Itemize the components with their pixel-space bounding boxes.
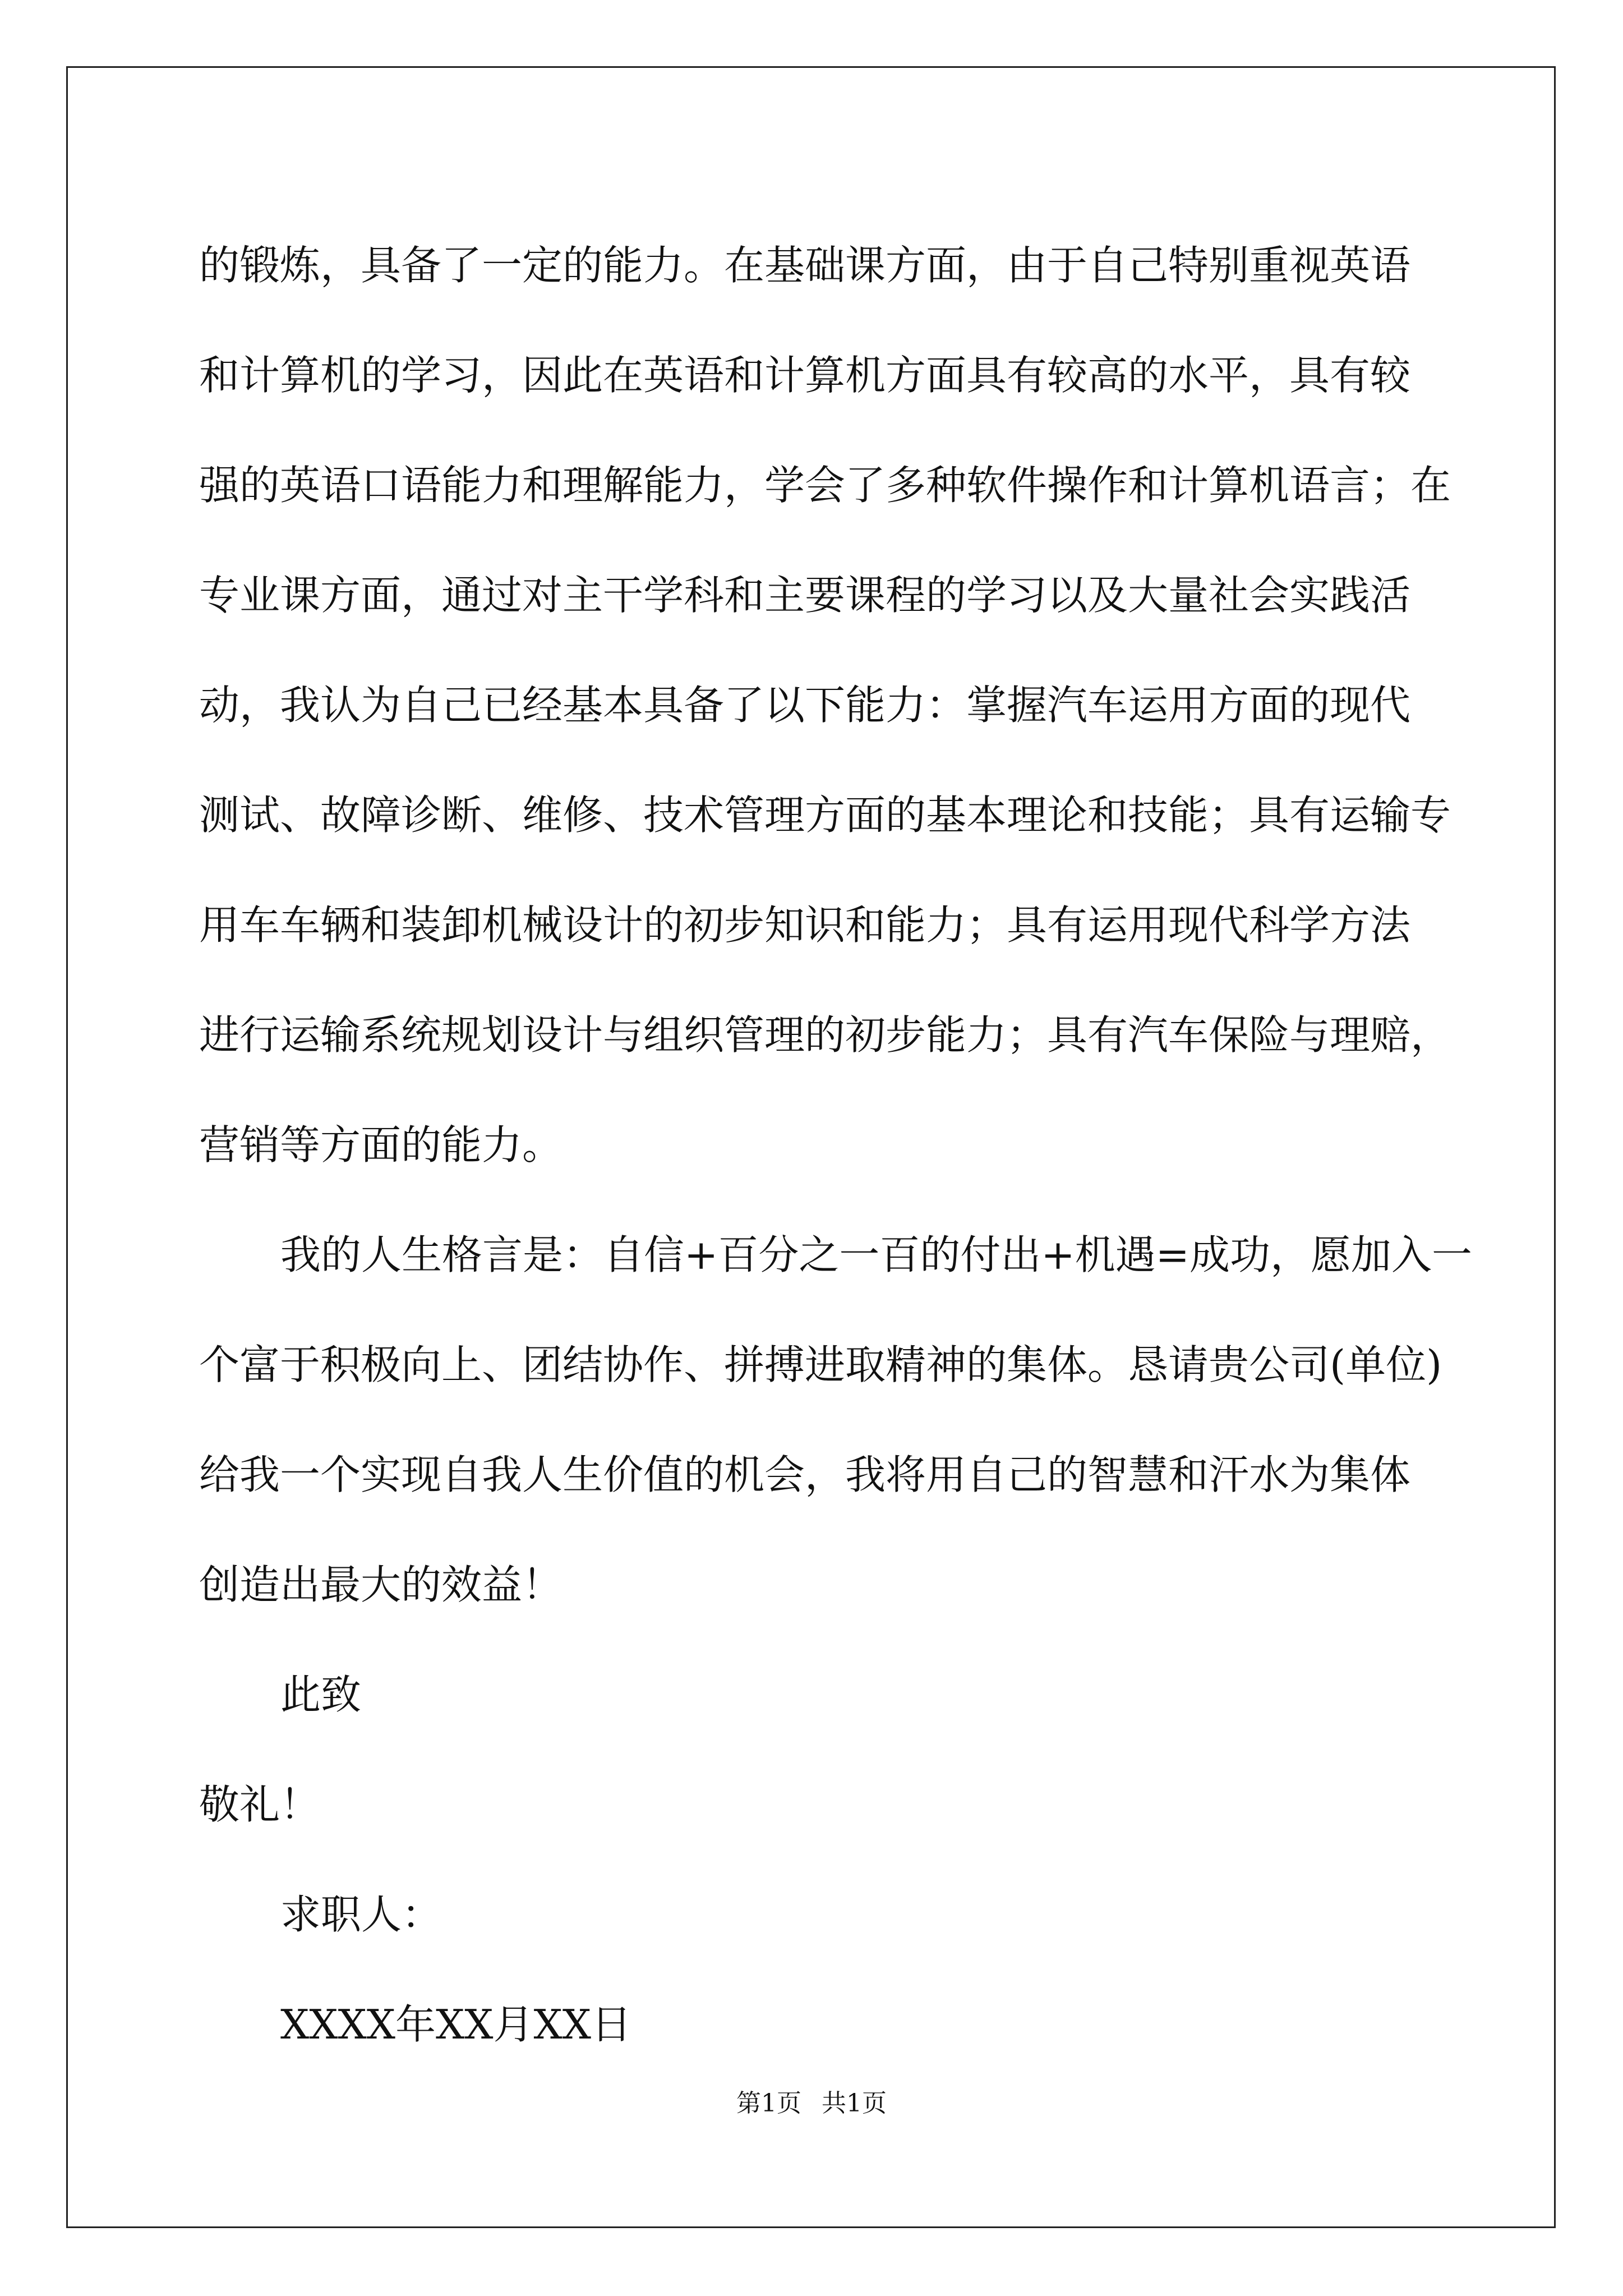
body-line-2: 和计算机的学习，因此在英语和计算机方面具有较高的水平，具有较: [199, 352, 1411, 399]
body-line-9: 营销等方面的能力。: [199, 1121, 563, 1168]
motto-line-1: 我的人生格言是：自信+百分之一百的付出+机遇=成功，愿加入一: [280, 1231, 1472, 1278]
motto-line-3: 给我一个实现自我人生价值的机会，我将用自己的智慧和汗水为集体: [199, 1451, 1411, 1498]
body-line-8: 进行运输系统规划设计与组织管理的初步能力；具有汽车保险与理赔，: [199, 1011, 1451, 1059]
body-line-1: 的锻炼，具备了一定的能力。在基础课方面，由于自己特别重视英语: [199, 242, 1411, 289]
body-line-7: 用车车辆和装卸机械设计的初步知识和能力；具有运用现代科学方法: [199, 901, 1411, 949]
closing-regards: 敬礼！: [199, 1781, 321, 1828]
motto-line-4: 创造出最大的效益！: [199, 1561, 563, 1608]
page-total: 共1页: [822, 2089, 887, 2118]
page-number: 第1页: [736, 2089, 801, 2118]
motto-line-2: 个富于积极向上、团结协作、拼搏进取精神的集体。恳请贵公司(单位): [199, 1341, 1442, 1388]
body-line-5: 动，我认为自己已经基本具备了以下能力：掌握汽车运用方面的现代: [199, 682, 1411, 729]
body-line-4: 专业课方面，通过对主干学科和主要课程的学习以及大量社会实践活: [199, 572, 1411, 619]
letter-body: [199, 210, 1472, 2079]
body-line-6: 测试、故障诊断、维修、技术管理方面的基本理论和技能；具有运输专: [199, 792, 1451, 839]
signature-label: 求职人：: [280, 1891, 442, 1938]
body-line-3: 强的英语口语能力和理解能力，学会了多种软件操作和计算机语言；在: [199, 462, 1451, 509]
page-footer: [0, 2087, 1623, 2120]
signature-date: XXXX年XX月XX日: [280, 2001, 632, 2048]
closing-salutation: 此致: [280, 1671, 362, 1718]
